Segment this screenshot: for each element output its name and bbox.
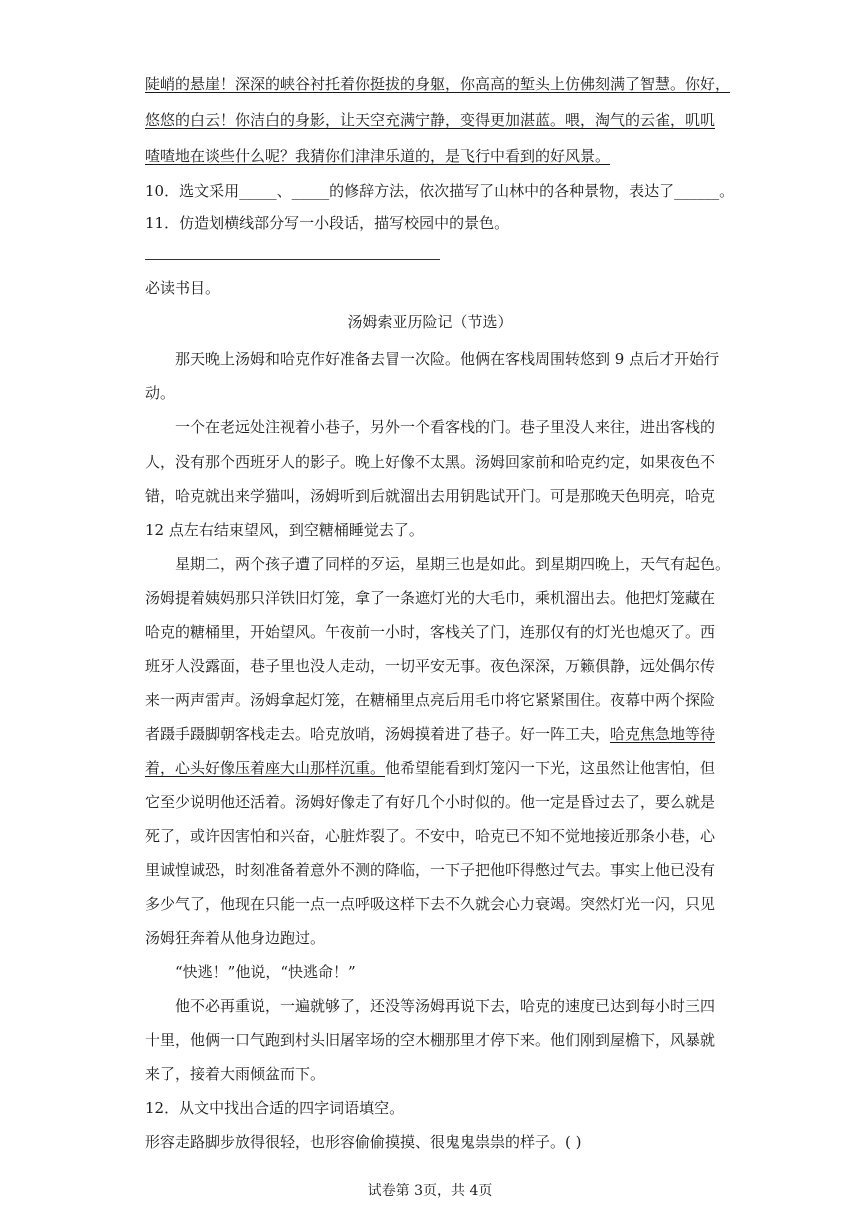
- story-line: 班牙人没露面，巷子里也没人走动，一切平安无事。夜色深深，万籁俱静，远处偶尔传: [145, 657, 716, 675]
- story-text: 者蹑手蹑脚朝客栈走去。哈克放哨，汤姆摸着进了巷子。好一阵工夫，: [145, 725, 611, 743]
- question-10: 10．选文采用_____、_____的修辞方法，依次描写了山林中的各种景物，表达了______。: [145, 182, 735, 200]
- story-line: 12 点左右结束望风，到空糖桶睡觉去了。: [145, 521, 424, 539]
- story-text: 他希望能看到灯笼闪一下光，这虽然让他害怕，但: [385, 759, 716, 777]
- question-12: 12．从文中找出合适的四字词语填空。: [145, 1099, 405, 1117]
- passage-line: 陡峭的悬崖！深深的峡谷衬托着你挺拔的身躯，你高高的堑头上仿佛刻满了智慧。你好，: [145, 75, 731, 93]
- story-line: 死了，或许因害怕和兴奋，心脏炸裂了。不安中，哈克已不知不觉地接近那条小巷，心: [145, 827, 716, 845]
- story-line: 多少气了，他现在只能一点一点呼吸这样下去不久就会心力衰竭。突然灯光一闪，只见: [145, 895, 716, 913]
- story-line: 他不必再重说，一遍就够了，还没等汤姆再说下去，哈克的速度已达到每小时三四: [175, 997, 716, 1015]
- answer-line: [145, 259, 440, 260]
- story-line: 里诚惶诚恐，时刻准备着意外不测的降临，一下子把他吓得憋过气去。事实上他已没有: [145, 861, 716, 879]
- underlined-sentence: 着，心头好像压着座大山那样沉重。: [145, 759, 386, 777]
- question-12-item: 形容走路脚步放得很轻，也形容偷偷摸摸、很鬼鬼祟祟的样子。( ): [145, 1133, 582, 1151]
- story-line: 人，没有那个西班牙人的影子。晚上好像不太黑。汤姆回家前和哈克约定，如果夜色不: [145, 453, 716, 471]
- story-line: 来一两声雷声。汤姆拿起灯笼，在糖桶里点亮后用毛巾将它紧紧围住。夜幕中两个探险: [145, 691, 716, 709]
- story-line: 汤姆狂奔着从他身边跑过。: [145, 929, 326, 947]
- story-title: 汤姆索亚历险记（节选）: [347, 313, 513, 331]
- story-line: 动。: [145, 384, 176, 402]
- page-footer: 试卷第 3页，共 4页: [367, 1183, 493, 1199]
- story-line: 错，哈克就出来学猫叫，汤姆听到后就溜出去用钥匙试开门。可是那晚天色明亮，哈克: [145, 487, 716, 505]
- story-line: 一个在老远处注视着小巷子，另外一个看客栈的门。巷子里没人来往，进出客栈的: [175, 418, 716, 436]
- question-11: 11．仿造划横线部分写一小段话，描写校园中的景色。: [145, 214, 510, 232]
- story-line: 那天晚上汤姆和哈克作好准备去冒一次险。他俩在客栈周围转悠到 9 点后才开始行: [175, 350, 720, 368]
- story-line: [145, 723, 719, 744]
- story-line: [145, 757, 719, 778]
- passage-line: 悠悠的白云！你洁白的身影，让天空充满宁静，变得更加湛蓝。喂，淘气的云雀，叽叽: [145, 111, 716, 129]
- story-line: 哈克的糖桶里，开始望风。午夜前一小时，客栈关了门，连那仅有的灯光也熄灭了。西: [145, 623, 716, 641]
- passage-line: 喳喳地在谈些什么呢？我猜你们津津乐道的，是飞行中看到的好风景。: [145, 147, 611, 165]
- story-line: 汤姆提着姨妈那只洋铁旧灯笼，拿了一条遮灯光的大毛巾，乘机溜出去。他把灯笼藏在: [145, 589, 716, 607]
- underlined-sentence: 哈克焦急地等待: [610, 725, 716, 743]
- story-line: 十里，他俩一口气跑到村头旧屠宰场的空木棚那里才停下来。他们刚到屋檐下，风暴就: [145, 1031, 716, 1049]
- story-line: “快逃！”他说，“快逃命！”: [175, 963, 356, 981]
- story-line: 来了，接着大雨倾盆而下。: [145, 1065, 326, 1083]
- section-intro: 必读书目。: [145, 279, 221, 297]
- story-line: 它至少说明他还活着。汤姆好像走了有好几个小时似的。他一定是昏过去了，要么就是: [145, 793, 716, 811]
- story-line: 星期二，两个孩子遭了同样的歹运，星期三也是如此。到星期四晚上，天气有起色。: [175, 555, 731, 573]
